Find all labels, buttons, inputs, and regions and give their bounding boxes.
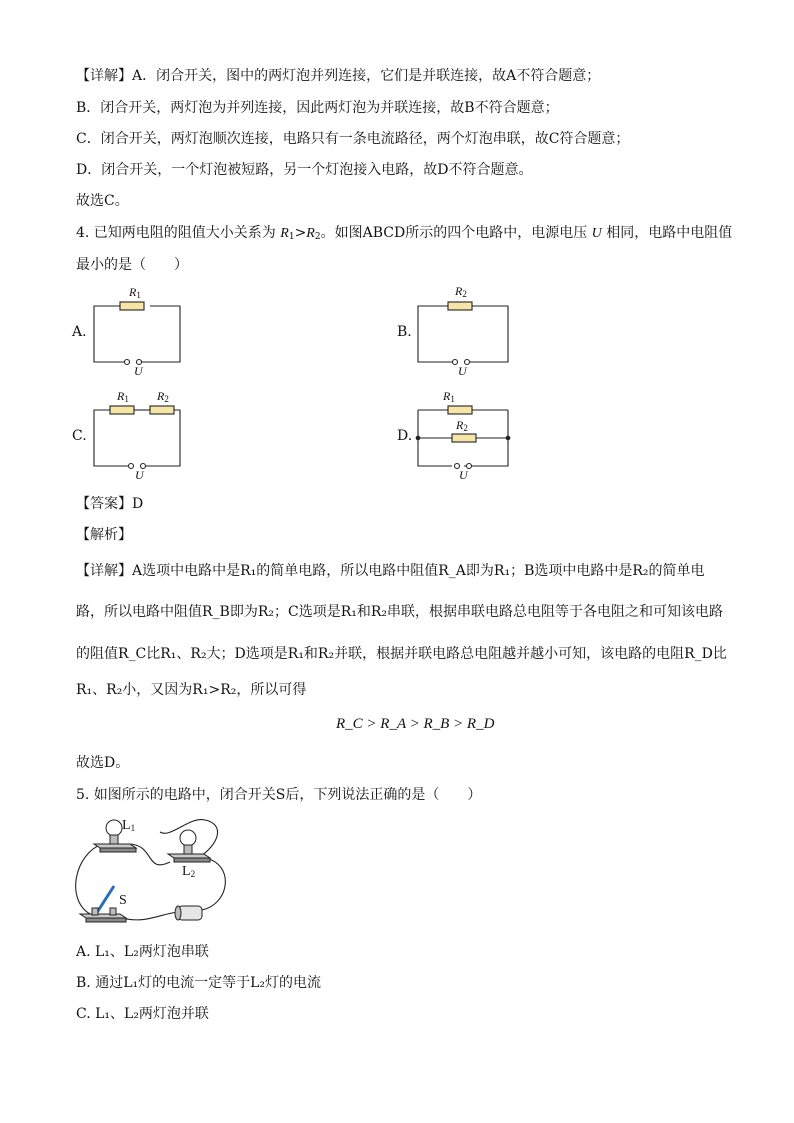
q5-circuit-figure bbox=[70, 814, 230, 934]
q4-stem-line1 bbox=[76, 223, 732, 247]
resistor-r1 bbox=[448, 406, 472, 414]
resistor-r1 bbox=[120, 302, 144, 310]
q4-a-u-label: U bbox=[134, 364, 143, 378]
q4-choose: 故选D。 bbox=[76, 755, 130, 771]
q4-d-u-label: U bbox=[459, 468, 468, 482]
q3-detail-b: B．闭合开关，两灯泡为并列连接，因此两灯泡为并联连接，故B不符合题意； bbox=[76, 100, 559, 116]
q4-c-u-label: U bbox=[135, 468, 144, 482]
wire-battery-l2 bbox=[202, 858, 225, 910]
q3-detail-a: 【详解】A．闭合开关，图中的两灯泡并列连接，它们是并联连接，故A不符合题意； bbox=[76, 68, 601, 84]
q4-detail-4: R₁、R₂小，又因为R₁>R₂，所以可得 bbox=[76, 682, 307, 698]
q4-answer: 【答案】D bbox=[76, 496, 144, 512]
q3-detail-c: C．闭合开关，两灯泡顺次连接，电路只有一条电流路径，两个灯泡串联，故C符合题意； bbox=[76, 131, 630, 147]
q3-detail-d: D．闭合开关，一个灯泡被短路，另一个灯泡接入电路，故D不符合题意。 bbox=[76, 162, 533, 178]
q5-l2-label: $L_2$ bbox=[182, 864, 196, 879]
lamp-l2 bbox=[168, 830, 210, 862]
battery bbox=[175, 906, 202, 920]
resistor-r1 bbox=[110, 406, 134, 414]
q5-l1-label: $L_1$ bbox=[122, 818, 136, 833]
q4-analysis: 【解析】 bbox=[76, 527, 132, 543]
q5-option-c: C. L₁、L₂两灯泡并联 bbox=[76, 1006, 209, 1022]
wire-l1-switch bbox=[76, 844, 102, 914]
q4-option-a-label: A. bbox=[72, 324, 87, 340]
q3-choose: 故选C。 bbox=[76, 193, 129, 209]
wire-right bbox=[136, 306, 180, 362]
q5-option-b: B. 通过L₁灯的电流一定等于L₂灯的电流 bbox=[76, 975, 322, 991]
q4-b-u-label: U bbox=[458, 364, 467, 378]
q4-stem-r2-sub: 2 bbox=[314, 232, 321, 242]
q4-stem-u-symbol: U bbox=[591, 226, 602, 241]
q4-b-r-label: $R_2$ bbox=[455, 284, 467, 299]
q4-c-r2-label: $R_2$ bbox=[157, 389, 169, 404]
resistor-r2 bbox=[452, 434, 476, 442]
q4-stem-text-2: 。如图ABCD所示的四个电路中，电源电压 bbox=[320, 225, 592, 241]
q4-stem-gt: > bbox=[294, 225, 307, 241]
q4-detail-2: 路，所以电路中阻值R_B即为R₂；C选项是R₁和R₂串联，根据串联电路总电阻等于各电阻之和可知该电路 bbox=[76, 604, 723, 620]
q4-detail-3: 的阻值R_C比R₁、R₂大；D选项是R₁和R₂并联，根据并联电路总电阻越并越小可知，该电路的电阻R_D比 bbox=[76, 646, 727, 662]
q4-stem-line2: 最小的是（ ） bbox=[76, 257, 188, 273]
q4-d-r1-label: $R_1$ bbox=[443, 389, 455, 404]
terminal-left bbox=[125, 360, 130, 365]
q4-a-r-label: $R_1$ bbox=[129, 285, 141, 300]
q5-option-a: A. L₁、L₂两灯泡串联 bbox=[76, 944, 209, 960]
q4-option-c-label: C. bbox=[72, 428, 87, 444]
resistor-r2 bbox=[150, 406, 174, 414]
q4-formula: R_C > R_A > R_B > R_D bbox=[336, 716, 495, 732]
resistor-r2 bbox=[448, 302, 472, 310]
wire-switch-battery bbox=[122, 912, 178, 920]
q4-detail-1: 【详解】A选项中电路中是R₁的简单电路，所以电路中阻值R_A即为R₁；B选项中电路中是R₂的简单电 bbox=[76, 563, 705, 579]
q4-option-d-label: D. bbox=[397, 428, 413, 444]
q4-c-r1-label: $R_1$ bbox=[117, 389, 129, 404]
q4-d-r2-label: $R_2$ bbox=[456, 418, 468, 433]
q4-stem-text-3: 相同，电路中电阻值 bbox=[601, 225, 733, 241]
q5-stem: 5. 如图所示的电路中，闭合开关S后，下列说法正确的是（ ） bbox=[76, 787, 482, 803]
q4-circuit-d bbox=[414, 390, 514, 480]
q4-circuit-c bbox=[90, 390, 190, 480]
q4-stem-r2-symbol: R bbox=[306, 226, 315, 241]
q4-stem-r1-symbol: R bbox=[280, 226, 289, 241]
q5-s-label: S bbox=[119, 893, 127, 908]
q4-option-b-label: B. bbox=[397, 324, 412, 340]
q4-stem-text: 4. 已知两电阻的阻值大小关系为 bbox=[76, 225, 281, 241]
wire-left bbox=[94, 306, 124, 362]
q4-stem-r1-sub: 1 bbox=[288, 232, 295, 242]
